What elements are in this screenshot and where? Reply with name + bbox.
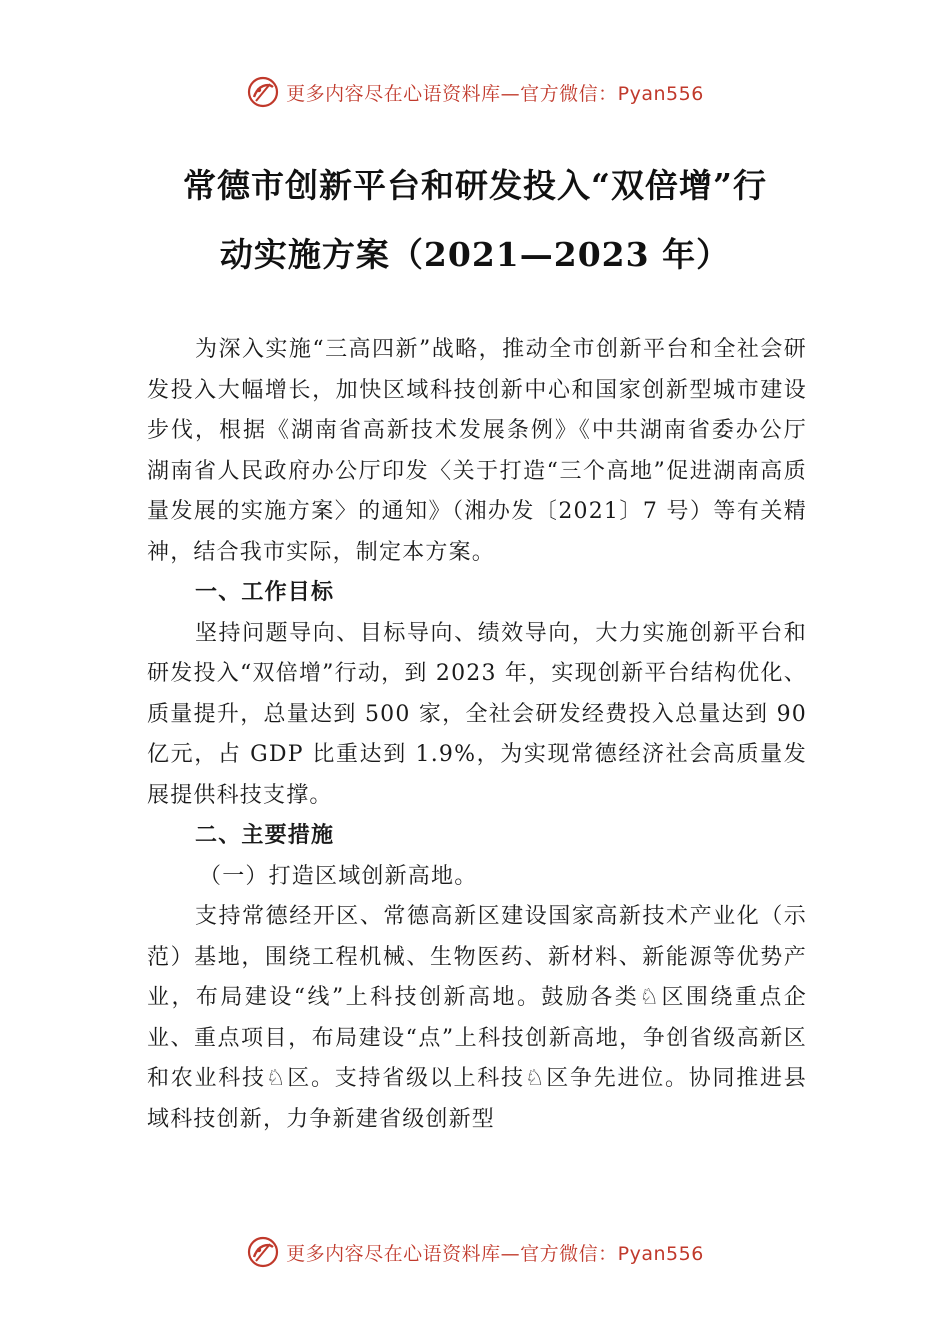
innovation-highland-paragraph: 支持常德经开区、常德高新区建设国家高新技术产业化（示范）基地，围绕工程机械、生物医药、新材料、新能源等优势产业，布局建设“线”上科技创新高地。鼓励各类♘区围绕重点企业、重点项目，布局建设“点”上科技创新高地，争创省级高新区和农业科技♘区。支持省级以上科技♘区争先进位。协同推进县域科技创新，力争新建省级创新型 bbox=[147, 904, 807, 1132]
document-title-line2: 动实施方案（2021—2023 年） bbox=[219, 235, 731, 274]
document-body bbox=[147, 330, 807, 1140]
section-heading-goals: 一、工作目标 bbox=[195, 580, 335, 605]
subsection-heading-innovation-highland: （一）打造区域创新高地。 bbox=[199, 863, 478, 889]
brand-logo-icon bbox=[246, 1235, 280, 1269]
watermark-brand-text: 更多内容尽在心语资料库 bbox=[286, 1242, 501, 1265]
watermark-header bbox=[0, 72, 950, 112]
section-heading-measures: 二、主要措施 bbox=[195, 823, 335, 848]
intro-paragraph: 为深入实施“三高四新”战略，推动全市创新平台和全社会研发投入大幅增长，加快区域科技创新中心和国家创新型城市建设步伐，根据《湖南省高新技术发展条例》《中共湖南省委办公厅湖南省人民政府办公厅印发〈关于打造“三个高地”促进湖南高质量发展的实施方案〉的通知》（湘办发〔2021〕7 号）等有关精神，结合我市实际，制定本方案。 bbox=[147, 337, 807, 565]
watermark-wechat-text: —官方微信：Pyan556 bbox=[500, 82, 704, 105]
watermark-footer bbox=[0, 1232, 950, 1272]
goals-paragraph: 坚持问题导向、目标导向、绩效导向，大力实施创新平台和研发投入“双倍增”行动，到 2023 年，实现创新平台结构优化、质量提升，总量达到 500 家，全社会研发经费投入总量达到 90 亿元，占 GDP 比重达到 1.9%，为实现常德经济社会高质量发展提供科技支撑。 bbox=[147, 620, 807, 808]
watermark-brand-text: 更多内容尽在心语资料库 bbox=[286, 82, 501, 105]
brand-logo-icon bbox=[246, 75, 280, 109]
document-title-line1: 常德市创新平台和研发投入“双倍增”行 bbox=[183, 166, 767, 205]
watermark-wechat-text: —官方微信：Pyan556 bbox=[500, 1242, 704, 1265]
